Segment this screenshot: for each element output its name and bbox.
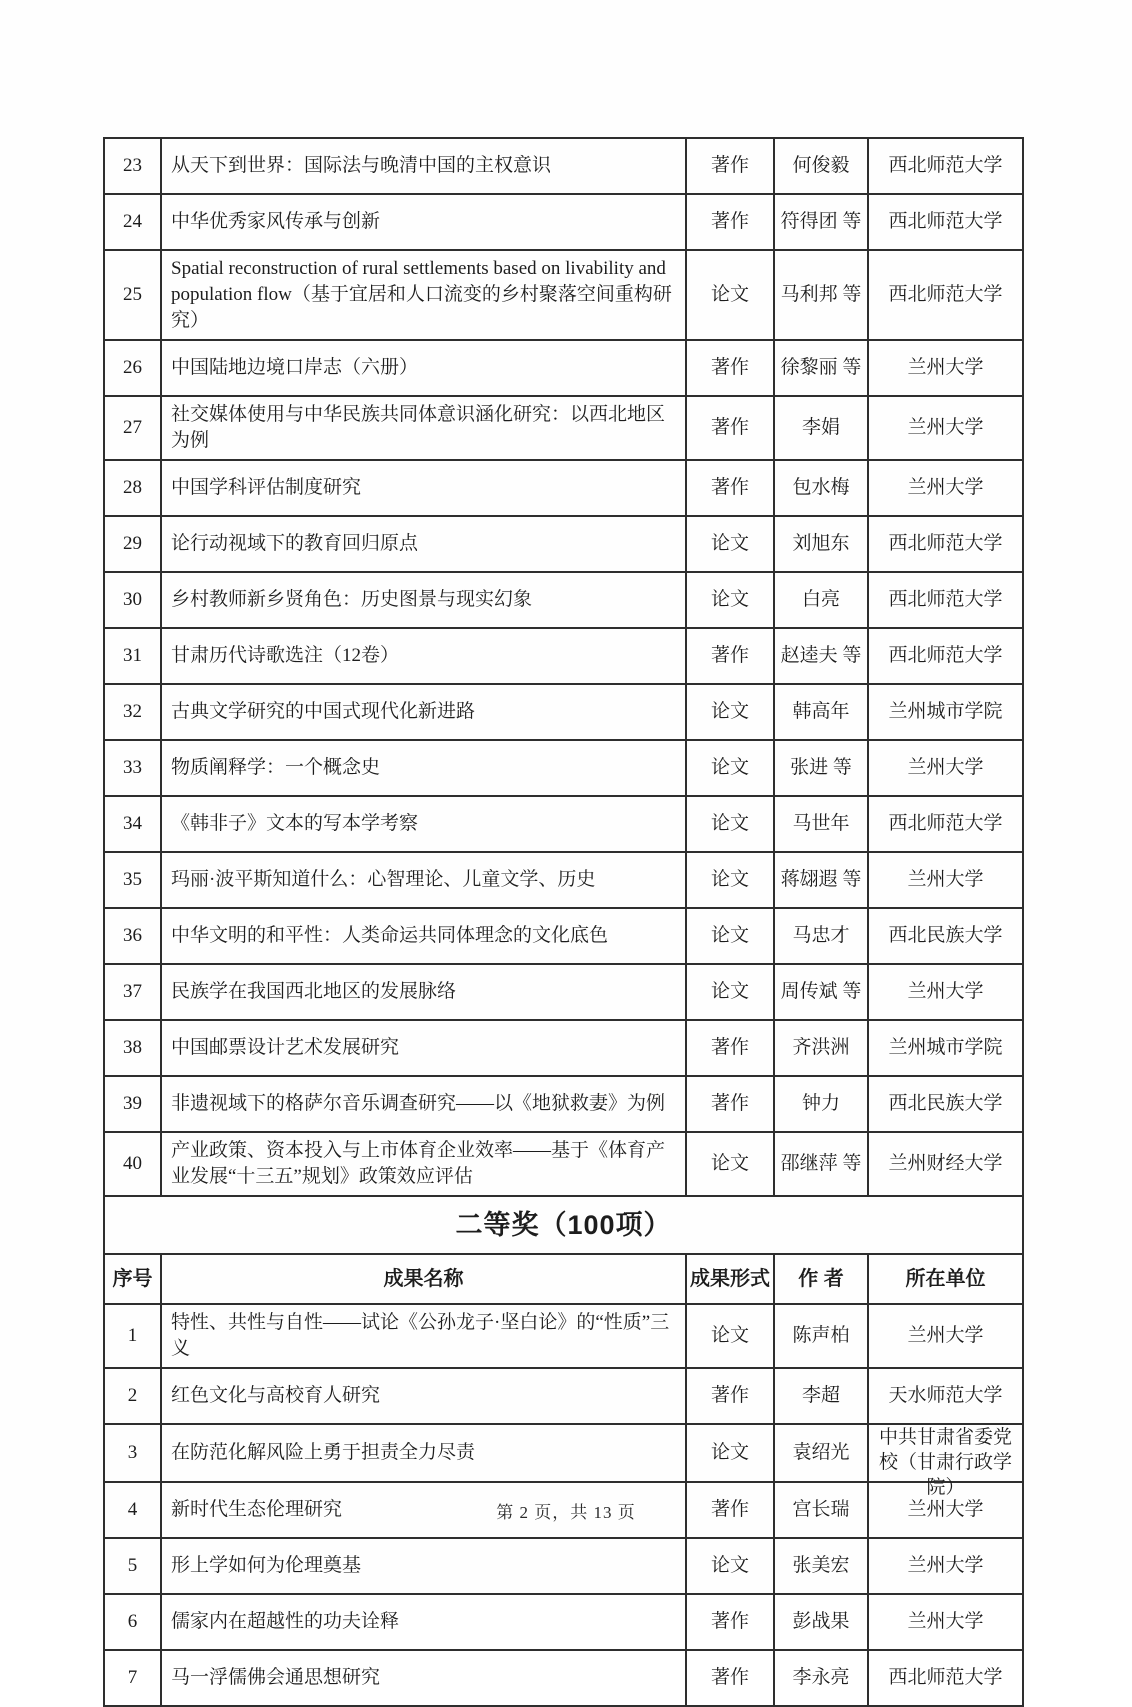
table-row (104, 460, 1023, 516)
table-row (104, 516, 1023, 572)
row-form-cell: 著作 (686, 460, 774, 516)
second-prize-section-title: 二等奖（100项） (104, 1196, 1023, 1254)
row-index-cell: 37 (104, 964, 161, 1020)
row-form-cell: 论文 (686, 1132, 774, 1196)
row-form-cell: 著作 (686, 1076, 774, 1132)
row-title-cell: 儒家内在超越性的功夫诠释 (161, 1594, 686, 1650)
row-index-cell: 27 (104, 396, 161, 460)
awards-table (103, 137, 1024, 1707)
table-row (104, 194, 1023, 250)
row-index-cell: 38 (104, 1020, 161, 1076)
row-title-cell: 在防范化解风险上勇于担责全力尽责 (161, 1424, 686, 1482)
row-index-cell: 36 (104, 908, 161, 964)
row-form-cell: 著作 (686, 628, 774, 684)
row-title-cell: 古典文学研究的中国式现代化新进路 (161, 684, 686, 740)
row-org-cell: 西北师范大学 (868, 516, 1023, 572)
row-title-cell: Spatial reconstruction of rural settlements based on livability and population flow（基于宜居和人口流变的乡村聚落空间重构研究） (161, 250, 686, 340)
table-row (104, 1424, 1023, 1482)
row-author-cell: 陈声柏 (774, 1304, 868, 1368)
column-header-org: 所在单位 (868, 1254, 1023, 1304)
row-org-cell (868, 1424, 1023, 1498)
row-title-cell: 物质阐释学：一个概念史 (161, 740, 686, 796)
row-author-cell: 何俊毅 (774, 138, 868, 194)
row-author-cell: 李超 (774, 1368, 868, 1424)
row-title-cell: 中华优秀家风传承与创新 (161, 194, 686, 250)
row-org-cell: 西北师范大学 (868, 796, 1023, 852)
row-title-cell: 乡村教师新乡贤角色：历史图景与现实幻象 (161, 572, 686, 628)
row-title-cell: 特性、共性与自性——试论《公孙龙子·坚白论》的“性质”三义 (161, 1304, 686, 1368)
row-org-cell: 兰州城市学院 (868, 1020, 1023, 1076)
row-form-cell: 论文 (686, 852, 774, 908)
row-author-cell: 李永亮 (774, 1650, 868, 1706)
row-title-cell: 红色文化与高校育人研究 (161, 1368, 686, 1424)
table-row (104, 1020, 1023, 1076)
row-author-cell: 蒋翃遐 等 (774, 852, 868, 908)
row-title-cell: 中国学科评估制度研究 (161, 460, 686, 516)
row-index-cell: 30 (104, 572, 161, 628)
table-row (104, 138, 1023, 194)
row-form-cell: 著作 (686, 1594, 774, 1650)
row-title-cell: 产业政策、资本投入与上市体育企业效率——基于《体育产业发展“十三五”规划》政策效应评估 (161, 1132, 686, 1196)
table-row (104, 1594, 1023, 1650)
table-row (104, 1132, 1023, 1196)
column-header-title: 成果名称 (161, 1254, 686, 1304)
row-index-cell: 7 (104, 1650, 161, 1706)
row-author-cell: 宫长瑞 (774, 1482, 868, 1538)
first-prize-rows (104, 138, 1023, 1196)
row-title-cell: 社交媒体使用与中华民族共同体意识涵化研究：以西北地区为例 (161, 396, 686, 460)
row-org-overflow-text: 中共甘肃省委党校（甘肃行政学院） (878, 1427, 1012, 1498)
row-title-cell: 玛丽·波平斯知道什么：心智理论、儿童文学、历史 (161, 852, 686, 908)
row-form-cell: 著作 (686, 138, 774, 194)
table-row (104, 796, 1023, 852)
row-form-cell: 著作 (686, 1020, 774, 1076)
row-author-cell: 赵逵夫 等 (774, 628, 868, 684)
row-author-cell: 周传斌 等 (774, 964, 868, 1020)
column-header-author: 作 者 (774, 1254, 868, 1304)
row-org-cell: 兰州大学 (868, 964, 1023, 1020)
row-index-cell: 31 (104, 628, 161, 684)
row-index-cell: 25 (104, 250, 161, 340)
row-org-cell: 西北师范大学 (868, 250, 1023, 340)
row-title-cell: 《韩非子》文本的写本学考察 (161, 796, 686, 852)
row-org-cell: 兰州大学 (868, 1304, 1023, 1368)
column-header-row (104, 1254, 1023, 1304)
row-index-cell: 32 (104, 684, 161, 740)
row-index-cell: 28 (104, 460, 161, 516)
row-org-cell: 兰州大学 (868, 340, 1023, 396)
section-header-row (104, 1196, 1023, 1254)
row-form-cell: 论文 (686, 1304, 774, 1368)
table-row (104, 572, 1023, 628)
row-author-cell: 袁绍光 (774, 1424, 868, 1482)
table-row (104, 852, 1023, 908)
row-author-cell: 齐洪洲 (774, 1020, 868, 1076)
column-header-form: 成果形式 (686, 1254, 774, 1304)
row-org-cell: 兰州大学 (868, 1538, 1023, 1594)
row-org-cell: 天水师范大学 (868, 1368, 1023, 1424)
column-header-index: 序号 (104, 1254, 161, 1304)
table-row (104, 908, 1023, 964)
row-org-cell: 兰州大学 (868, 460, 1023, 516)
row-form-cell: 著作 (686, 1368, 774, 1424)
row-index-cell: 23 (104, 138, 161, 194)
row-org-cell: 西北民族大学 (868, 1076, 1023, 1132)
page-footer: 第 2 页，共 13 页 (496, 1503, 636, 1522)
section-header-block (104, 1196, 1023, 1304)
row-title-cell: 非遗视域下的格萨尔音乐调查研究——以《地狱救妻》为例 (161, 1076, 686, 1132)
row-org-cell: 西北民族大学 (868, 908, 1023, 964)
row-form-cell: 论文 (686, 908, 774, 964)
row-author-cell: 邵继萍 等 (774, 1132, 868, 1196)
row-title-cell: 从天下到世界：国际法与晚清中国的主权意识 (161, 138, 686, 194)
row-index-cell: 1 (104, 1304, 161, 1368)
row-org-cell: 西北师范大学 (868, 194, 1023, 250)
table-row (104, 396, 1023, 460)
row-index-cell: 5 (104, 1538, 161, 1594)
row-author-cell: 韩高年 (774, 684, 868, 740)
row-form-cell: 著作 (686, 1482, 774, 1538)
row-index-cell: 35 (104, 852, 161, 908)
row-index-cell: 2 (104, 1368, 161, 1424)
row-form-cell: 论文 (686, 964, 774, 1020)
row-form-cell: 论文 (686, 572, 774, 628)
row-author-cell: 徐黎丽 等 (774, 340, 868, 396)
row-title-cell: 新时代生态伦理研究 (161, 1482, 686, 1538)
row-form-cell: 著作 (686, 1650, 774, 1706)
row-title-cell: 形上学如何为伦理奠基 (161, 1538, 686, 1594)
row-form-cell: 论文 (686, 516, 774, 572)
table-row (104, 250, 1023, 340)
table-row (104, 1076, 1023, 1132)
row-author-cell: 马忠才 (774, 908, 868, 964)
row-form-cell: 论文 (686, 1538, 774, 1594)
row-org-cell: 兰州城市学院 (868, 684, 1023, 740)
row-org-cell: 西北师范大学 (868, 572, 1023, 628)
row-index-cell: 6 (104, 1594, 161, 1650)
row-org-cell: 兰州大学 (868, 396, 1023, 460)
row-title-cell: 马一浮儒佛会通思想研究 (161, 1650, 686, 1706)
row-form-cell: 论文 (686, 796, 774, 852)
row-org-cell: 西北师范大学 (868, 1650, 1023, 1706)
row-title-cell: 中华文明的和平性：人类命运共同体理念的文化底色 (161, 908, 686, 964)
table-row (104, 1650, 1023, 1706)
row-title-cell: 中国陆地边境口岸志（六册） (161, 340, 686, 396)
row-author-cell: 刘旭东 (774, 516, 868, 572)
row-index-cell: 4 (104, 1482, 161, 1538)
row-author-cell: 钟力 (774, 1076, 868, 1132)
row-index-cell: 34 (104, 796, 161, 852)
row-org-cell: 西北师范大学 (868, 628, 1023, 684)
row-author-cell: 符得团 等 (774, 194, 868, 250)
row-title-cell: 民族学在我国西北地区的发展脉络 (161, 964, 686, 1020)
table-row (104, 684, 1023, 740)
row-index-cell: 33 (104, 740, 161, 796)
row-author-cell: 马利邦 等 (774, 250, 868, 340)
table-row (104, 1304, 1023, 1368)
row-form-cell: 著作 (686, 340, 774, 396)
row-author-cell: 彭战果 (774, 1594, 868, 1650)
row-index-cell: 29 (104, 516, 161, 572)
row-form-cell: 论文 (686, 250, 774, 340)
table-row (104, 340, 1023, 396)
row-index-cell: 40 (104, 1132, 161, 1196)
row-index-cell: 26 (104, 340, 161, 396)
row-author-cell: 张美宏 (774, 1538, 868, 1594)
row-index-cell: 3 (104, 1424, 161, 1482)
table-row (104, 740, 1023, 796)
row-org-cell: 兰州大学 (868, 1482, 1023, 1538)
row-org-cell: 兰州大学 (868, 740, 1023, 796)
row-author-cell: 包水梅 (774, 460, 868, 516)
table-row (104, 628, 1023, 684)
row-author-cell: 张进 等 (774, 740, 868, 796)
row-title-cell: 论行动视域下的教育回归原点 (161, 516, 686, 572)
row-org-cell: 兰州大学 (868, 1594, 1023, 1650)
table-row (104, 1368, 1023, 1424)
row-author-cell: 白亮 (774, 572, 868, 628)
table-row (104, 1538, 1023, 1594)
row-index-cell: 39 (104, 1076, 161, 1132)
row-author-cell: 李娟 (774, 396, 868, 460)
row-title-cell: 甘肃历代诗歌选注（12卷） (161, 628, 686, 684)
row-org-cell: 西北师范大学 (868, 138, 1023, 194)
table-row (104, 964, 1023, 1020)
row-org-cell: 兰州大学 (868, 852, 1023, 908)
row-form-cell: 论文 (686, 684, 774, 740)
row-index-cell: 24 (104, 194, 161, 250)
row-title-cell: 中国邮票设计艺术发展研究 (161, 1020, 686, 1076)
row-form-cell: 论文 (686, 740, 774, 796)
row-form-cell: 著作 (686, 396, 774, 460)
row-form-cell: 论文 (686, 1424, 774, 1482)
row-form-cell: 著作 (686, 194, 774, 250)
row-author-cell: 马世年 (774, 796, 868, 852)
row-org-cell: 兰州财经大学 (868, 1132, 1023, 1196)
